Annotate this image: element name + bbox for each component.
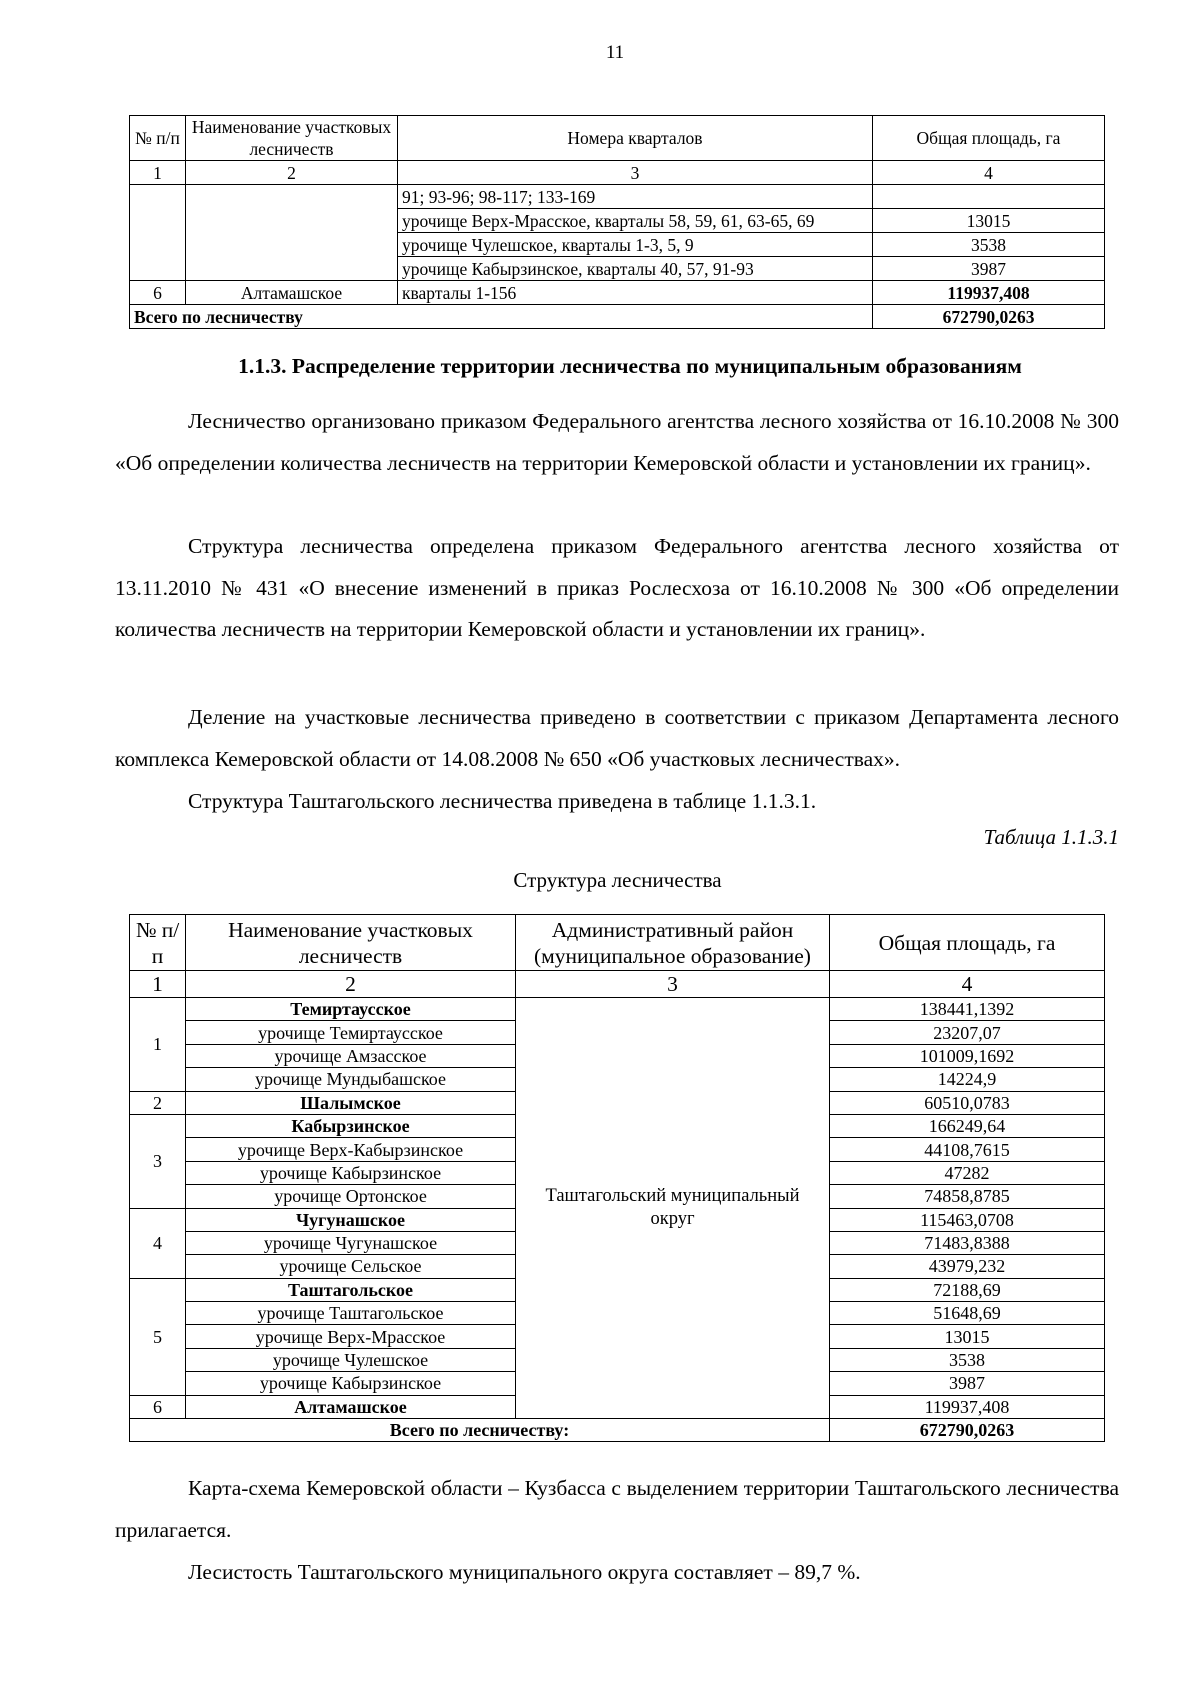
- tract-name: урочище Мундыбашское: [186, 1068, 516, 1091]
- area-cell: 119937,408: [873, 281, 1105, 305]
- area-cell: 44108,7615: [830, 1138, 1105, 1161]
- forestry-name: Темиртаусское: [186, 998, 516, 1021]
- area-cell: 71483,8388: [830, 1231, 1105, 1254]
- paragraph: Деление на участковые лесничества приведено в соответствии с приказом Департамента лесного комплекса Кемеровской области от 14.08.2008 № 650 «Об участковых лесничествах».: [115, 705, 1119, 771]
- total-area: 672790,0263: [830, 1419, 1105, 1442]
- district-cell: Таштагольский муниципальный округ: [516, 998, 830, 1419]
- total-label: Всего по лесничеству:: [130, 1419, 830, 1442]
- table-header-row: [130, 116, 1105, 161]
- total-label: Всего по лесничеству: [130, 305, 873, 329]
- column-number: 3: [398, 161, 873, 185]
- area-cell: 74858,8785: [830, 1185, 1105, 1208]
- tract-name: урочище Кабырзинское: [186, 1372, 516, 1395]
- area-cell: 47282: [830, 1161, 1105, 1184]
- empty-cell: [186, 185, 398, 281]
- tract-name: урочище Верх-Мрасское: [186, 1325, 516, 1348]
- row-number: 6: [130, 281, 186, 305]
- header-name: Наименование участковых лесничеств: [186, 116, 398, 161]
- area-cell: 23207,07: [830, 1021, 1105, 1044]
- area-cell: 13015: [873, 209, 1105, 233]
- column-numbering-row: [130, 971, 1105, 998]
- column-number: 2: [186, 971, 516, 998]
- paragraph: Карта-схема Кемеровской области – Кузбасса с выделением территории Таштагольского лесничества прилагается.: [115, 1476, 1119, 1542]
- paragraph: Структура Таштагольского лесничества приведена в таблице 1.1.3.1.: [188, 789, 817, 813]
- area-cell: 101009,1692: [830, 1044, 1105, 1067]
- tract-name: урочище Чулешское: [186, 1348, 516, 1371]
- column-number: 4: [830, 971, 1105, 998]
- paragraph: Структура лесничества определена приказом Федерального агентства лесного хозяйства от 13.11.2010 № 431 «О внесение изменений в приказ Рослесхоза от 16.10.2008 № 300 «Об определении количества лесничеств на территории Кемеровской области и установлении их границ».: [115, 534, 1119, 641]
- quarters-cell: урочище Чулешское, кварталы 1-3, 5, 9: [398, 233, 873, 257]
- area-cell: 3987: [873, 257, 1105, 281]
- table-row: [130, 281, 1105, 305]
- tract-name: урочище Ортонское: [186, 1185, 516, 1208]
- row-number: 2: [130, 1091, 186, 1114]
- column-number: 2: [186, 161, 398, 185]
- tract-name: урочище Амзасское: [186, 1044, 516, 1067]
- tract-name: урочище Верх-Кабырзинское: [186, 1138, 516, 1161]
- section-heading: 1.1.3. Распределение территории лесничества по муниципальным образованиям: [238, 354, 1022, 378]
- area-cell: 13015: [830, 1325, 1105, 1348]
- area-cell: 3538: [830, 1348, 1105, 1371]
- total-area: 672790,0263: [873, 305, 1105, 329]
- total-row: [130, 305, 1105, 329]
- table-row: [130, 185, 1105, 209]
- area-cell: 72188,69: [830, 1278, 1105, 1301]
- header-area: Общая площадь, га: [830, 915, 1105, 971]
- row-number: 3: [130, 1114, 186, 1208]
- forestry-name: Таштагольское: [186, 1278, 516, 1301]
- forestry-name: Алтамашское: [186, 281, 398, 305]
- quarters-cell: урочище Верх-Мрасское, кварталы 58, 59, 61, 63-65, 69: [398, 209, 873, 233]
- header-name: Наименование участковых лесничеств: [186, 915, 516, 971]
- tract-name: урочище Таштагольское: [186, 1302, 516, 1325]
- forestry-name: Чугунашское: [186, 1208, 516, 1231]
- area-cell: 51648,69: [830, 1302, 1105, 1325]
- row-number: 4: [130, 1208, 186, 1278]
- area-cell: 166249,64: [830, 1114, 1105, 1137]
- table-title: Структура лесничества: [513, 868, 722, 892]
- area-cell: 3538: [873, 233, 1105, 257]
- page-number: 11: [605, 42, 625, 63]
- header-num: № п/п: [130, 116, 186, 161]
- table-header-row: [130, 915, 1105, 971]
- area-cell: 14224,9: [830, 1068, 1105, 1091]
- row-number: 5: [130, 1278, 186, 1395]
- tract-name: урочище Сельское: [186, 1255, 516, 1278]
- tract-name: урочище Чугунашское: [186, 1231, 516, 1254]
- area-cell: 60510,0783: [830, 1091, 1105, 1114]
- forestry-name: Шалымское: [186, 1091, 516, 1114]
- table-row: [130, 998, 1105, 1021]
- tract-name: урочище Кабырзинское: [186, 1161, 516, 1184]
- forestry-name: Кабырзинское: [186, 1114, 516, 1137]
- column-number: 1: [130, 161, 186, 185]
- header-quarters: Номера кварталов: [398, 116, 873, 161]
- header-district: Административный район (муниципальное образование): [516, 915, 830, 971]
- area-cell: 43979,232: [830, 1255, 1105, 1278]
- structure-table: [129, 914, 1105, 1442]
- paragraph: Лесистость Таштагольского муниципального округа составляет – 89,7 %.: [188, 1560, 861, 1584]
- area-cell: [873, 185, 1105, 209]
- row-number: 1: [130, 998, 186, 1092]
- quarters-table: [129, 115, 1105, 329]
- row-number: 6: [130, 1395, 186, 1418]
- header-area: Общая площадь, га: [873, 116, 1105, 161]
- header-num: № п/п: [130, 915, 186, 971]
- tract-name: урочище Темиртаусское: [186, 1021, 516, 1044]
- forestry-name: Алтамашское: [186, 1395, 516, 1418]
- area-cell: 3987: [830, 1372, 1105, 1395]
- column-number: 4: [873, 161, 1105, 185]
- paragraph: Лесничество организовано приказом Федерального агентства лесного хозяйства от 16.10.2008 № 300 «Об определении количества лесничеств на территории Кемеровской области и установлении их границ».: [115, 409, 1119, 475]
- quarters-cell: 91; 93-96; 98-117; 133-169: [398, 185, 873, 209]
- column-number: 1: [130, 971, 186, 998]
- table-label: Таблица 1.1.3.1: [983, 825, 1119, 849]
- quarters-cell: урочище Кабырзинское, кварталы 40, 57, 91-93: [398, 257, 873, 281]
- empty-cell: [130, 185, 186, 281]
- area-cell: 138441,1392: [830, 998, 1105, 1021]
- area-cell: 119937,408: [830, 1395, 1105, 1418]
- column-numbering-row: [130, 161, 1105, 185]
- total-row: [130, 1419, 1105, 1442]
- area-cell: 115463,0708: [830, 1208, 1105, 1231]
- quarters-cell: кварталы 1-156: [398, 281, 873, 305]
- column-number: 3: [516, 971, 830, 998]
